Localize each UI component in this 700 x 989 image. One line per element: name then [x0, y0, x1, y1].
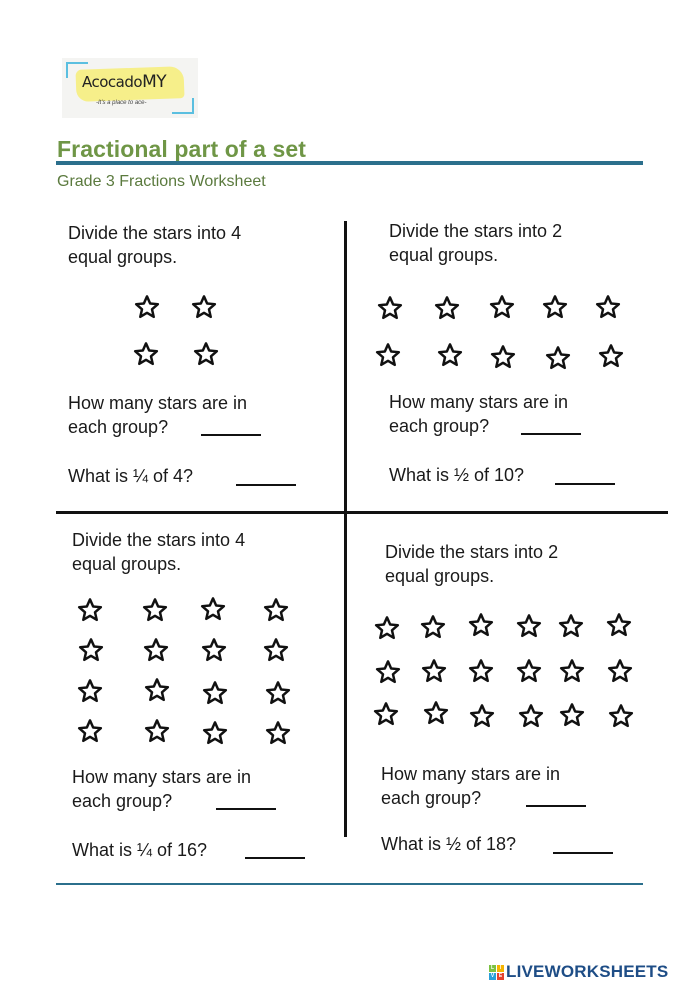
- q2-instruction-line1: Divide the stars into 2: [389, 221, 563, 241]
- star-icon: [200, 596, 226, 622]
- q2-group-question-line2: each group?: [389, 416, 490, 436]
- star-icon: [516, 658, 542, 684]
- q4-group-question-line2: each group?: [381, 788, 482, 808]
- q4-instruction-line2: equal groups.: [385, 566, 495, 586]
- q2-group-answer-blank[interactable]: [521, 432, 581, 435]
- star-icon: [144, 718, 170, 744]
- bottom-rule: [56, 883, 643, 885]
- q2-instruction: [389, 219, 562, 267]
- logo-tagline: -It's a place to ace-: [96, 100, 147, 106]
- star-icon: [420, 614, 446, 640]
- vertical-divider: [344, 221, 347, 837]
- star-icon: [469, 703, 495, 729]
- q4-group-question: [381, 762, 560, 810]
- badge-i: I: [497, 965, 504, 972]
- star-icon: [202, 680, 228, 706]
- star-icon: [468, 658, 494, 684]
- star-icon: [134, 294, 160, 320]
- star-icon: [201, 637, 227, 663]
- logo-name-part2: MY: [142, 72, 167, 92]
- q1-instruction-line2: equal groups.: [68, 247, 178, 267]
- liveworksheets-brand: [489, 962, 668, 982]
- q3-group-answer-blank[interactable]: [216, 807, 276, 810]
- q3-group-question-line1: How many stars are in: [72, 767, 252, 787]
- badge-e: E: [498, 972, 503, 979]
- star-icon: [77, 597, 103, 623]
- star-icon: [375, 342, 401, 368]
- star-icon: [598, 343, 624, 369]
- q1-group-answer-blank[interactable]: [201, 433, 261, 436]
- logo-bracket-bottom-right: [172, 98, 194, 114]
- star-icon: [542, 294, 568, 320]
- star-icon: [77, 718, 103, 744]
- badge-l: L: [490, 964, 495, 971]
- star-icon: [377, 295, 403, 321]
- q4-instruction: [385, 540, 558, 588]
- star-icon: [142, 597, 168, 623]
- star-icon: [489, 294, 515, 320]
- star-icon: [545, 345, 571, 371]
- star-icon: [516, 613, 542, 639]
- star-icon: [265, 680, 291, 706]
- q2-instruction-line2: equal groups.: [389, 245, 499, 265]
- q1-instruction-line1: Divide the stars into 4: [68, 223, 242, 243]
- q1-fraction-answer-blank[interactable]: [236, 483, 296, 486]
- star-icon: [191, 294, 217, 320]
- q1-fraction-question: What is ¼ of 4?: [68, 466, 194, 486]
- star-icon: [375, 659, 401, 685]
- star-icon: [558, 613, 584, 639]
- q4-group-answer-blank[interactable]: [526, 804, 586, 807]
- liveworksheets-badge-icon: [489, 965, 504, 980]
- star-icon: [559, 658, 585, 684]
- q2-group-question: [389, 390, 568, 438]
- q4-instruction-line1: Divide the stars into 2: [385, 542, 559, 562]
- q3-instruction-line2: equal groups.: [72, 554, 182, 574]
- page-title: Fractional part of a set: [57, 136, 307, 162]
- badge-v: V: [490, 972, 495, 979]
- q1-instruction: [68, 221, 241, 269]
- q3-fraction-question: What is ¼ of 16?: [72, 840, 208, 860]
- star-icon: [434, 295, 460, 321]
- star-icon: [606, 612, 632, 638]
- star-icon: [595, 294, 621, 320]
- q2-group-question-line1: How many stars are in: [389, 392, 569, 412]
- star-icon: [374, 615, 400, 641]
- star-icon: [202, 720, 228, 746]
- star-icon: [608, 703, 634, 729]
- q3-fraction-answer-blank[interactable]: [245, 856, 305, 859]
- star-icon: [78, 637, 104, 663]
- star-icon: [437, 342, 463, 368]
- q3-instruction-line1: Divide the stars into 4: [72, 530, 246, 550]
- q2-fraction-question: What is ½ of 10?: [389, 465, 525, 485]
- liveworksheets-wordmark: LIVEWORKSHEETS: [506, 962, 669, 981]
- logo-name: [82, 72, 166, 92]
- star-icon: [263, 637, 289, 663]
- star-icon: [490, 344, 516, 370]
- horizontal-divider: [56, 511, 668, 514]
- q1-group-question-line2: each group?: [68, 417, 169, 437]
- title-double-rule: [56, 161, 643, 165]
- star-icon: [133, 341, 159, 367]
- q2-fraction-answer-blank[interactable]: [555, 482, 615, 485]
- star-icon: [193, 341, 219, 367]
- star-icon: [77, 678, 103, 704]
- star-icon: [421, 658, 447, 684]
- logo-name-part1: Acocado: [82, 73, 143, 91]
- q4-fraction-answer-blank[interactable]: [553, 851, 613, 854]
- q4-fraction-question: What is ½ of 18?: [381, 834, 517, 854]
- star-icon: [263, 597, 289, 623]
- star-icon: [559, 702, 585, 728]
- star-icon: [607, 658, 633, 684]
- star-icon: [518, 703, 544, 729]
- q3-group-question: [72, 765, 251, 813]
- q1-group-question: [68, 391, 247, 439]
- q1-group-question-line1: How many stars are in: [68, 393, 248, 413]
- q3-instruction: [72, 528, 245, 576]
- star-icon: [265, 720, 291, 746]
- q4-group-question-line1: How many stars are in: [381, 764, 561, 784]
- acocadomy-logo: [62, 58, 198, 118]
- page-subtitle: Grade 3 Fractions Worksheet: [57, 173, 266, 190]
- star-icon: [144, 677, 170, 703]
- q3-group-question-line2: each group?: [72, 791, 173, 811]
- star-icon: [143, 637, 169, 663]
- star-icon: [423, 700, 449, 726]
- star-icon: [468, 612, 494, 638]
- star-icon: [373, 701, 399, 727]
